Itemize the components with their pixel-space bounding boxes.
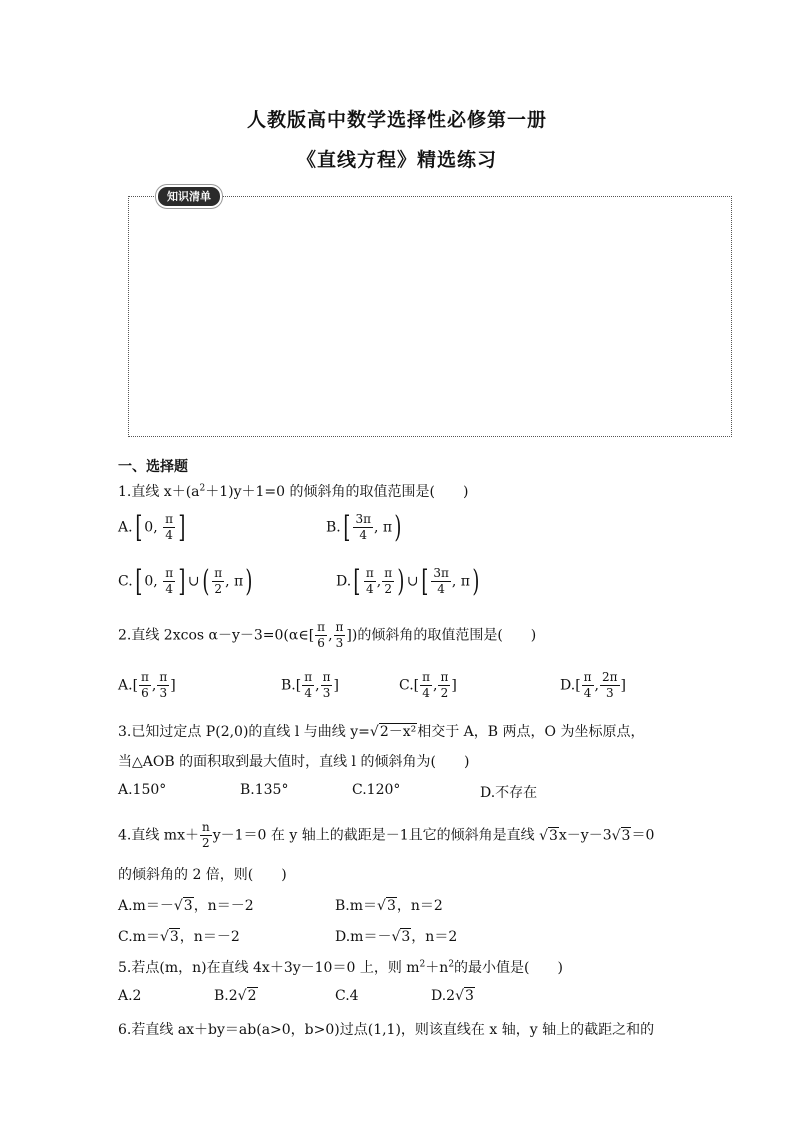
- question-4-option-a: A.m＝－√3，n＝－2: [118, 898, 254, 914]
- question-5-stem: 5.若点(m，n)在直线 4x＋3y－10＝0 上，则 $m^2+n^2$的最小值是( ): [118, 959, 563, 976]
- question-3-option-a: A.150°: [118, 782, 167, 798]
- question-1-stem: 1.直线 $x+(a^2+1)y+1=0$ 的倾斜角的取值范围是( ): [118, 483, 469, 500]
- fraction: $\frac{3\pi}{4}$: [433, 566, 449, 596]
- fraction: $\frac{\pi}{3}$: [322, 670, 331, 700]
- fraction: $\frac{\pi}{3}$: [159, 670, 168, 700]
- question-2-option-a: A.[ $\frac{\pi}{6}$ , $\frac{\pi}{3}$ ]: [118, 670, 176, 700]
- question-4-stem-line2: 的倾斜角的 2 倍，则( ): [118, 867, 287, 883]
- sqrt-expression: √3: [173, 898, 193, 914]
- question-5-option-d: D.2√3: [431, 988, 474, 1004]
- sqrt-expression: √3: [611, 827, 631, 844]
- section-heading: 一、选择题: [118, 459, 188, 475]
- question-1-option-b: B.[ $\frac{3\pi}{4}$ , π): [326, 509, 402, 545]
- fraction: $\frac{n}{2}$: [201, 820, 210, 850]
- fraction: $\frac{\pi}{4}$: [365, 566, 374, 596]
- fraction: $\frac{\pi}{6}$: [141, 670, 149, 700]
- question-5-option-c: C.4: [335, 988, 359, 1004]
- question-5-option-a: A.2: [118, 988, 142, 1004]
- document-subtitle: 《直线方程》精选练习: [296, 149, 497, 171]
- fraction: $\frac{\pi}{4}$: [165, 566, 174, 596]
- document-title: 人教版高中数学选择性必修第一册: [246, 109, 547, 131]
- fraction: $\frac{\pi}{4}$: [583, 670, 592, 700]
- question-1-option-c: C.[ 0, $\frac{\pi}{4}$ ] ∪( $\frac{\pi}{2}$ , π): [118, 563, 253, 599]
- fraction: $\frac{\pi}{2}$: [214, 566, 223, 596]
- sqrt-expression: √3: [159, 929, 179, 945]
- question-2-option-c: C.[ $\frac{\pi}{4}$ , $\frac{\pi}{2}$ ]: [399, 670, 457, 700]
- question-4-option-d: D.m＝－√3，n＝2: [335, 929, 458, 945]
- question-3-option-c: C.120°: [352, 782, 401, 798]
- sqrt-expression: √3: [391, 929, 411, 945]
- question-2-stem: 2.直线 2xcos α－y－3=0(α∈[ $\frac{\pi}{6}$ , $\frac{\pi}{3}$ ])的倾斜角的取值范围是( ): [118, 620, 537, 650]
- fraction: $\frac{\pi}{4}$: [422, 670, 431, 700]
- question-4-stem-line1: 4.直线 mx＋ $\frac{n}{2}$ y－1＝0 在 y 轴上的截距是－1且它的倾斜角是直线 √3x－y－3√3＝0: [118, 820, 655, 850]
- question-4-option-c: C.m＝√3，n＝－2: [118, 929, 240, 945]
- question-5-option-b: B.2√2: [214, 988, 257, 1004]
- fraction: $\frac{\pi}{2}$: [384, 566, 393, 596]
- knowledge-tab: 知识清单: [158, 187, 220, 206]
- question-3-stem-line1: 3.已知过定点 P(2,0)的直线 l 与曲线 y=√2－x²相交于 A，B 两点，O 为坐标原点，: [118, 721, 644, 741]
- question-1-option-a: A.[ 0, $\frac{\pi}{4}$ ]: [118, 509, 186, 545]
- fraction: $\frac{\pi}{6}$: [317, 620, 326, 650]
- sqrt-expression: √2－x²: [369, 724, 417, 740]
- question-1-option-d: D.[ $\frac{\pi}{4}$ , $\frac{\pi}{2}$ ) ∪[ $\frac{3\pi}{4}$ , π): [336, 563, 480, 599]
- question-3-option-b: B.135°: [240, 782, 289, 798]
- sqrt-expression: √2: [237, 988, 257, 1004]
- question-6-stem: 6.若直线 ax＋by＝ab(a>0，b>0)过点(1,1)，则该直线在 x 轴，y 轴上的截距之和的: [118, 1022, 655, 1038]
- question-2-option-d: D.[ $\frac{\pi}{4}$ , $\frac{2\pi}{3}$ ]: [560, 670, 626, 700]
- fraction: $\frac{\pi}{4}$: [165, 512, 173, 542]
- question-3-stem-line2: 当△AOB 的面积取到最大值时，直线 l 的倾斜角为( ): [118, 754, 470, 770]
- fraction: $\frac{\pi}{4}$: [304, 670, 313, 700]
- fraction: $\frac{2\pi}{3}$: [602, 670, 618, 700]
- fraction: $\frac{\pi}{2}$: [440, 670, 449, 700]
- sqrt-expression: √3: [377, 898, 396, 914]
- sqrt-expression: √3: [539, 827, 558, 844]
- question-2-option-b: B.[ $\frac{\pi}{4}$ , $\frac{\pi}{3}$ ]: [281, 670, 339, 700]
- fraction: $\frac{3\pi}{4}$: [355, 512, 371, 542]
- fraction: $\frac{\pi}{3}$: [335, 620, 344, 650]
- sqrt-expression: √3: [455, 988, 474, 1004]
- knowledge-box: [128, 196, 732, 437]
- question-3-option-d: D.不存在: [480, 785, 538, 801]
- question-4-option-b: B.m＝√3，n＝2: [335, 898, 443, 914]
